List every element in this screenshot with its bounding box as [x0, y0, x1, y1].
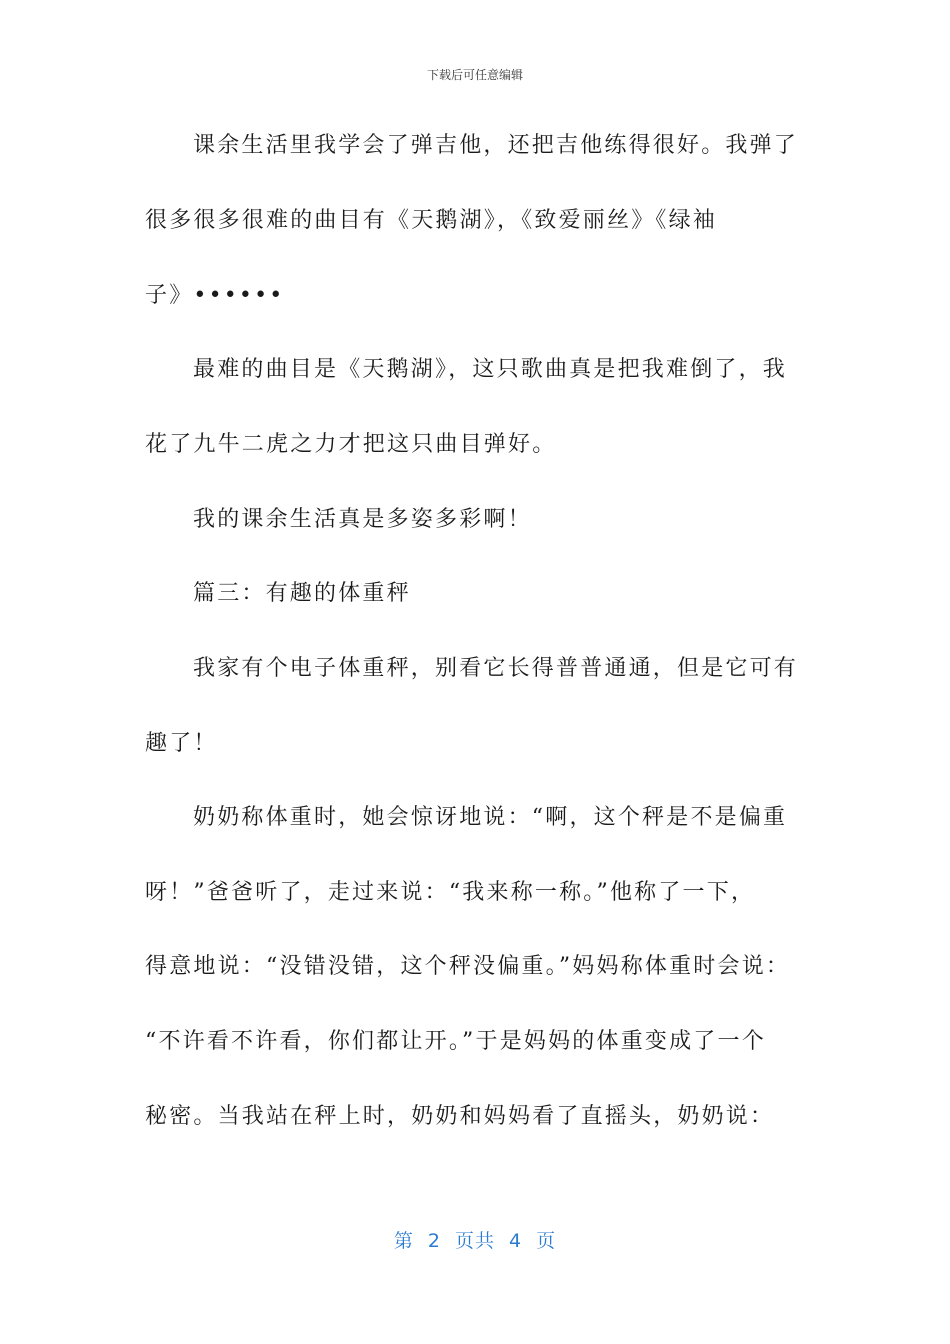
text-line: “不许看不许看，你们都让开。”于是妈妈的体重变成了一个 — [145, 1029, 766, 1054]
text-line: 花了九牛二虎之力才把这只曲目弹好。 — [145, 432, 557, 457]
page-footer — [0, 1226, 950, 1253]
text-line: 奶奶称体重时，她会惊讶地说：“啊，这个秤是不是偏重 — [193, 805, 788, 830]
total-page-number: 4 — [509, 1230, 523, 1252]
text-line: 趣了！ — [145, 731, 218, 756]
section-heading: 篇三：有趣的体重秤 — [193, 581, 411, 606]
footer-suffix: 页 — [536, 1230, 557, 1252]
text-line: 我家有个电子体重秤，别看它长得普普通通，但是它可有 — [193, 656, 799, 681]
footer-prefix: 第 — [393, 1230, 414, 1252]
text-line: 我的课余生活真是多姿多彩啊！ — [193, 507, 532, 532]
text-line: 秘密。当我站在秤上时，奶奶和妈妈看了直摇头，奶奶说： — [145, 1104, 775, 1129]
text-line: 子》•••••• — [145, 283, 285, 308]
page-header: 下载后可任意编辑 — [426, 68, 523, 82]
text-line: 得意地说：“没错没错，这个秤没偏重。”妈妈称体重时会说： — [145, 954, 791, 979]
text-line: 最难的曲目是《天鹅湖》，这只歌曲真是把我难倒了，我 — [193, 357, 788, 382]
text-line: 很多很多很难的曲目有《天鹅湖》，《致爱丽丝》《绿袖 — [145, 208, 718, 233]
current-page-number: 2 — [427, 1230, 441, 1252]
text-line: 课余生活里我学会了弹吉他，还把吉他练得很好。我弹了 — [193, 133, 799, 158]
text-line: 呀！”爸爸听了，走过来说：“我来称一称。”他称了一下， — [145, 880, 756, 905]
footer-middle: 页共 — [454, 1230, 495, 1252]
